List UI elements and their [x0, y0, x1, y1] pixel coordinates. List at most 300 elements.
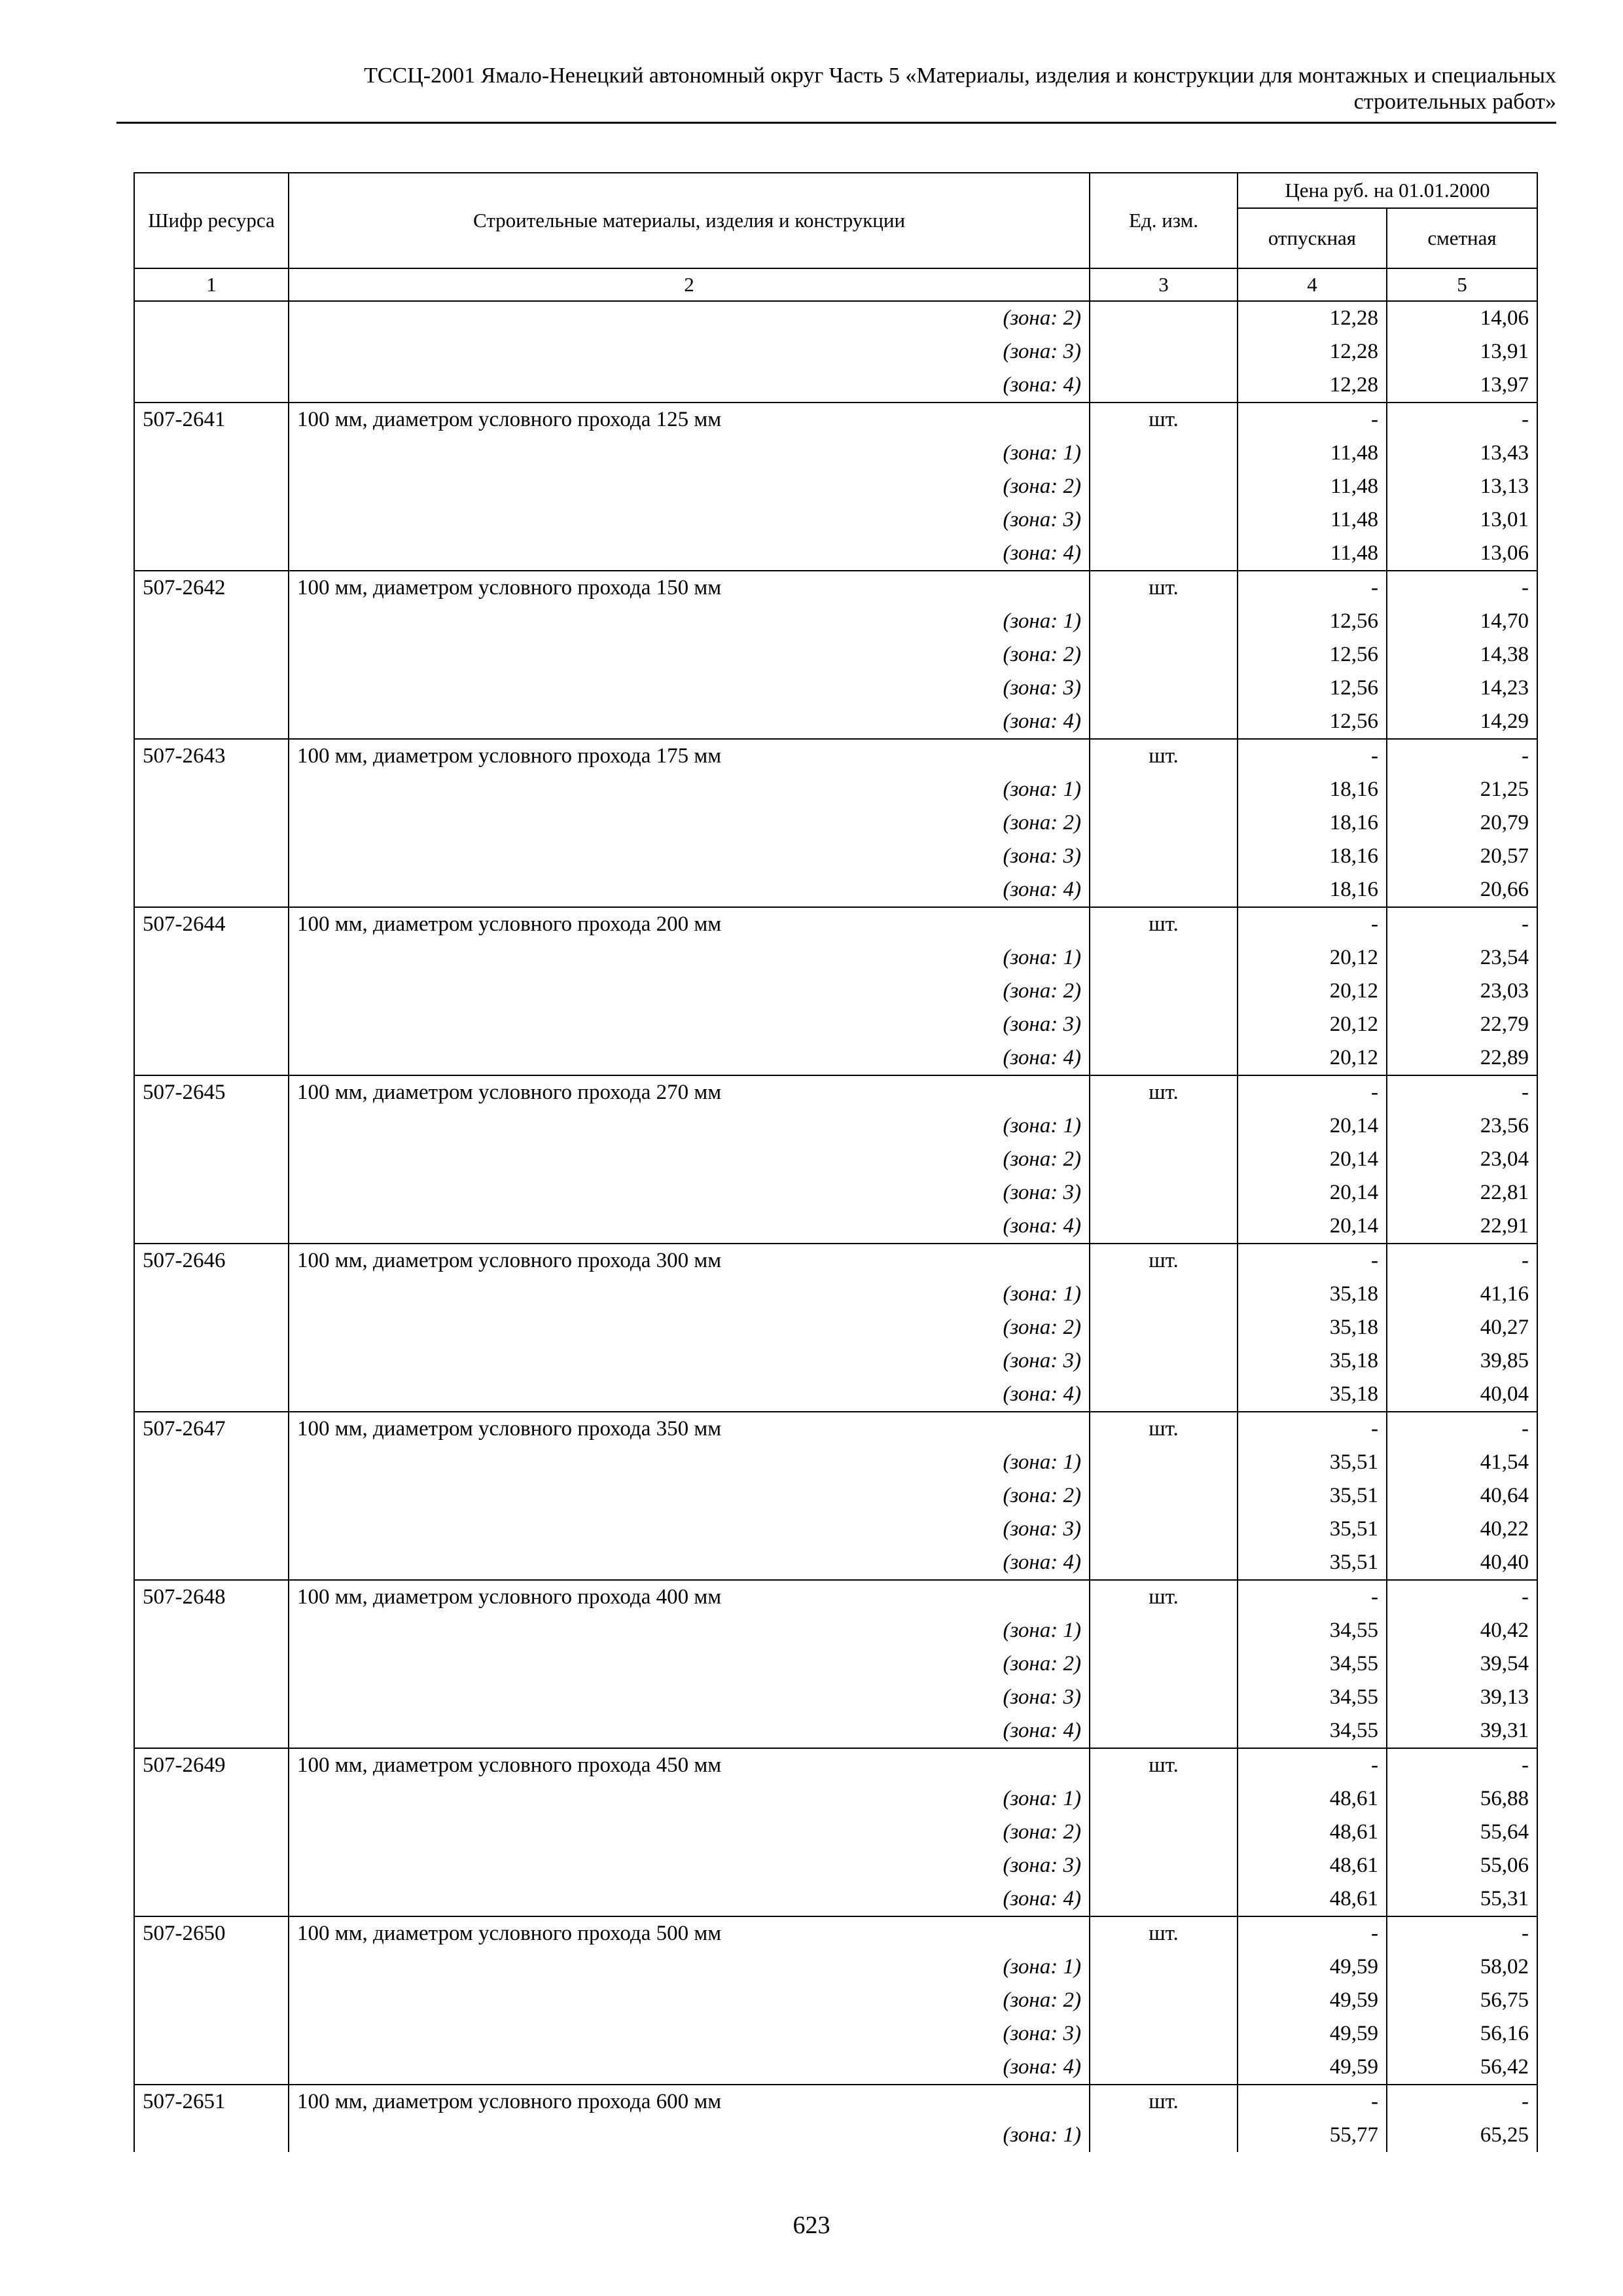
zone-row: [134, 537, 1537, 571]
unit-cell: [1090, 1513, 1238, 1546]
unit-cell: [1090, 672, 1238, 705]
resource-description: 100 мм, диаметром условного прохода 500 мм: [289, 1916, 1090, 1950]
release-price: 35,18: [1238, 1278, 1387, 1311]
unit-cell: [1090, 840, 1238, 873]
zone-row: [134, 1882, 1537, 1916]
zone-row: [134, 1614, 1537, 1647]
zone-row: [134, 1984, 1537, 2017]
resource-code-cell: [134, 2017, 289, 2051]
unit-cell: [1090, 2017, 1238, 2051]
zone-label: (зона: 3): [289, 672, 1090, 705]
zone-label: (зона: 4): [289, 2051, 1090, 2085]
unit-cell: [1090, 1882, 1238, 1916]
estimate-price: -: [1387, 1748, 1537, 1782]
resource-code-cell: [134, 1278, 289, 1311]
unit-of-measure: шт.: [1090, 907, 1238, 941]
zone-label: (зона: 1): [289, 437, 1090, 470]
resource-code-cell: [134, 1446, 289, 1479]
release-price: 20,12: [1238, 975, 1387, 1008]
unit-of-measure: шт.: [1090, 403, 1238, 437]
unit-cell: [1090, 437, 1238, 470]
resource-code-cell: [134, 1647, 289, 1681]
unit-cell: [1090, 2119, 1238, 2152]
col-number: 5: [1387, 268, 1537, 301]
release-price: 20,14: [1238, 1210, 1387, 1244]
unit-cell: [1090, 1479, 1238, 1513]
resource-code-cell: [134, 503, 289, 537]
estimate-price: -: [1387, 571, 1537, 605]
resource-code-cell: [134, 1849, 289, 1882]
zone-row: [134, 1210, 1537, 1244]
zone-label: (зона: 1): [289, 1446, 1090, 1479]
release-price: -: [1238, 1412, 1387, 1446]
resource-code-cell: [134, 873, 289, 907]
unit-of-measure: шт.: [1090, 571, 1238, 605]
unit-cell: [1090, 873, 1238, 907]
zone-label: (зона: 1): [289, 2119, 1090, 2152]
unit-cell: [1090, 941, 1238, 975]
estimate-price: -: [1387, 1075, 1537, 1109]
release-price: 49,59: [1238, 1950, 1387, 1984]
col-number: 4: [1238, 268, 1387, 301]
estimate-price: 40,40: [1387, 1546, 1537, 1580]
zone-label: (зона: 3): [289, 1849, 1090, 1882]
zone-row: [134, 301, 1537, 335]
unit-of-measure: шт.: [1090, 2085, 1238, 2119]
unit-cell: [1090, 470, 1238, 503]
unit-cell: [1090, 1210, 1238, 1244]
zone-row: [134, 1041, 1537, 1075]
estimate-price: 14,70: [1387, 605, 1537, 638]
resource-code: 507-2643: [134, 739, 289, 773]
unit-cell: [1090, 1109, 1238, 1143]
zone-label: (зона: 4): [289, 873, 1090, 907]
zone-row: [134, 605, 1537, 638]
zone-label: (зона: 4): [289, 1714, 1090, 1748]
unit-cell: [1090, 1816, 1238, 1849]
zone-label: (зона: 4): [289, 1210, 1090, 1244]
zone-row: [134, 773, 1537, 806]
resource-code-cell: [134, 638, 289, 672]
resource-code-cell: [134, 1546, 289, 1580]
unit-of-measure: шт.: [1090, 1916, 1238, 1950]
price-table: [134, 172, 1538, 2152]
release-price: 48,61: [1238, 1782, 1387, 1816]
estimate-price: 22,89: [1387, 1041, 1537, 1075]
unit-cell: [1090, 705, 1238, 739]
zone-label: (зона: 4): [289, 1041, 1090, 1075]
estimate-price: 65,25: [1387, 2119, 1537, 2152]
unit-cell: [1090, 773, 1238, 806]
zone-label: (зона: 4): [289, 368, 1090, 403]
resource-row: [134, 2085, 1537, 2119]
zone-label: (зона: 3): [289, 2017, 1090, 2051]
zone-row: [134, 1816, 1537, 1849]
zone-row: [134, 1109, 1537, 1143]
resource-row: [134, 403, 1537, 437]
release-price: 34,55: [1238, 1714, 1387, 1748]
release-price: 12,28: [1238, 335, 1387, 368]
release-price: 49,59: [1238, 2017, 1387, 2051]
unit-of-measure: шт.: [1090, 739, 1238, 773]
resource-code-cell: [134, 2119, 289, 2152]
estimate-price: -: [1387, 1244, 1537, 1278]
release-price: -: [1238, 1075, 1387, 1109]
resource-description: 100 мм, диаметром условного прохода 200 мм: [289, 907, 1090, 941]
estimate-price: 40,22: [1387, 1513, 1537, 1546]
resource-code-cell: [134, 840, 289, 873]
release-price: 49,59: [1238, 2051, 1387, 2085]
estimate-price: -: [1387, 1580, 1537, 1614]
estimate-price: 14,23: [1387, 672, 1537, 705]
resource-code-cell: [134, 975, 289, 1008]
zone-row: [134, 806, 1537, 840]
unit-cell: [1090, 1311, 1238, 1344]
estimate-price: 55,64: [1387, 1816, 1537, 1849]
zone-row: [134, 1950, 1537, 1984]
release-price: 55,77: [1238, 2119, 1387, 2152]
zone-row: [134, 1681, 1537, 1714]
resource-code-cell: [134, 1176, 289, 1210]
col-number: 2: [289, 268, 1090, 301]
resource-code-cell: [134, 1782, 289, 1816]
zone-label: (зона: 4): [289, 537, 1090, 571]
page-number: 623: [793, 2212, 830, 2239]
unit-cell: [1090, 503, 1238, 537]
unit-cell: [1090, 537, 1238, 571]
estimate-price: 39,54: [1387, 1647, 1537, 1681]
estimate-price: 23,56: [1387, 1109, 1537, 1143]
zone-label: (зона: 2): [289, 1479, 1090, 1513]
col-header-materials: Строительные материалы, изделия и конструкции: [289, 173, 1090, 268]
estimate-price: 13,97: [1387, 368, 1537, 403]
release-price: 35,51: [1238, 1446, 1387, 1479]
unit-cell: [1090, 2051, 1238, 2085]
zone-label: (зона: 2): [289, 638, 1090, 672]
zone-row: [134, 672, 1537, 705]
table-body: [134, 301, 1537, 2152]
resource-code-cell: [134, 941, 289, 975]
zone-label: (зона: 2): [289, 1311, 1090, 1344]
col-number: 3: [1090, 268, 1238, 301]
zone-label: (зона: 1): [289, 773, 1090, 806]
unit-cell: [1090, 1714, 1238, 1748]
zone-row: [134, 638, 1537, 672]
release-price: 18,16: [1238, 806, 1387, 840]
estimate-price: 13,91: [1387, 335, 1537, 368]
zone-row: [134, 1546, 1537, 1580]
estimate-price: 13,06: [1387, 537, 1537, 571]
zone-row: [134, 705, 1537, 739]
unit-cell: [1090, 301, 1238, 335]
resource-row: [134, 571, 1537, 605]
estimate-price: 56,75: [1387, 1984, 1537, 2017]
col-number: 1: [134, 268, 289, 301]
table-header: [134, 173, 1537, 301]
unit-of-measure: шт.: [1090, 1412, 1238, 1446]
unit-cell: [1090, 1446, 1238, 1479]
estimate-price: 40,42: [1387, 1614, 1537, 1647]
resource-code-cell: [134, 537, 289, 571]
resource-code-cell: [134, 806, 289, 840]
release-price: -: [1238, 571, 1387, 605]
release-price: -: [1238, 1748, 1387, 1782]
resource-row: [134, 1075, 1537, 1109]
estimate-price: 23,03: [1387, 975, 1537, 1008]
estimate-price: 13,01: [1387, 503, 1537, 537]
estimate-price: -: [1387, 1412, 1537, 1446]
unit-cell: [1090, 1378, 1238, 1412]
release-price: 48,61: [1238, 1882, 1387, 1916]
resource-code: 507-2649: [134, 1748, 289, 1782]
resource-code: 507-2642: [134, 571, 289, 605]
zone-row: [134, 1446, 1537, 1479]
release-price: 34,55: [1238, 1647, 1387, 1681]
resource-description: 100 мм, диаметром условного прохода 125 мм: [289, 403, 1090, 437]
unit-cell: [1090, 1849, 1238, 1882]
release-price: 12,56: [1238, 672, 1387, 705]
page-header: [116, 63, 1556, 115]
zone-row: [134, 470, 1537, 503]
zone-label: (зона: 3): [289, 1513, 1090, 1546]
zone-label: (зона: 1): [289, 1278, 1090, 1311]
unit-cell: [1090, 1546, 1238, 1580]
release-price: 34,55: [1238, 1614, 1387, 1647]
unit-cell: [1090, 806, 1238, 840]
zone-row: [134, 2017, 1537, 2051]
release-price: 12,56: [1238, 705, 1387, 739]
estimate-price: 13,43: [1387, 437, 1537, 470]
zone-row: [134, 503, 1537, 537]
release-price: 20,12: [1238, 941, 1387, 975]
zone-label: (зона: 1): [289, 1782, 1090, 1816]
estimate-price: 14,29: [1387, 705, 1537, 739]
estimate-price: 22,81: [1387, 1176, 1537, 1210]
estimate-price: 39,31: [1387, 1714, 1537, 1748]
zone-label: (зона: 2): [289, 301, 1090, 335]
unit-cell: [1090, 1176, 1238, 1210]
release-price: 35,51: [1238, 1479, 1387, 1513]
resource-code-cell: [134, 1008, 289, 1041]
zone-label: (зона: 2): [289, 975, 1090, 1008]
resource-code: 507-2646: [134, 1244, 289, 1278]
resource-row: [134, 1244, 1537, 1278]
release-price: 12,28: [1238, 301, 1387, 335]
unit-cell: [1090, 1008, 1238, 1041]
resource-code-cell: [134, 1109, 289, 1143]
estimate-price: 40,04: [1387, 1378, 1537, 1412]
release-price: -: [1238, 1244, 1387, 1278]
release-price: 35,51: [1238, 1513, 1387, 1546]
resource-code-cell: [134, 1143, 289, 1176]
release-price: 35,18: [1238, 1311, 1387, 1344]
resource-row: [134, 739, 1537, 773]
release-price: 12,56: [1238, 638, 1387, 672]
resource-row: [134, 1580, 1537, 1614]
zone-label: (зона: 2): [289, 806, 1090, 840]
resource-row: [134, 1748, 1537, 1782]
resource-code-cell: [134, 1041, 289, 1075]
resource-code-cell: [134, 605, 289, 638]
zone-label: (зона: 3): [289, 1681, 1090, 1714]
zone-row: [134, 2119, 1537, 2152]
zone-label: (зона: 1): [289, 1614, 1090, 1647]
estimate-price: 40,27: [1387, 1311, 1537, 1344]
release-price: 48,61: [1238, 1816, 1387, 1849]
unit-of-measure: шт.: [1090, 1244, 1238, 1278]
zone-row: [134, 975, 1537, 1008]
release-price: 49,59: [1238, 1984, 1387, 2017]
estimate-price: -: [1387, 403, 1537, 437]
release-price: 18,16: [1238, 873, 1387, 907]
estimate-price: 40,64: [1387, 1479, 1537, 1513]
estimate-price: 41,54: [1387, 1446, 1537, 1479]
release-price: 12,56: [1238, 605, 1387, 638]
unit-cell: [1090, 605, 1238, 638]
resource-description: 100 мм, диаметром условного прохода 600 мм: [289, 2085, 1090, 2119]
zone-label: (зона: 1): [289, 1109, 1090, 1143]
zone-row: [134, 368, 1537, 403]
estimate-price: 20,79: [1387, 806, 1537, 840]
zone-row: [134, 2051, 1537, 2085]
release-price: -: [1238, 403, 1387, 437]
unit-cell: [1090, 1041, 1238, 1075]
zone-row: [134, 1479, 1537, 1513]
resource-description: 100 мм, диаметром условного прохода 350 мм: [289, 1412, 1090, 1446]
zone-row: [134, 1176, 1537, 1210]
resource-code-cell: [134, 1344, 289, 1378]
zone-label: (зона: 2): [289, 1984, 1090, 2017]
estimate-price: 23,04: [1387, 1143, 1537, 1176]
col-header-unit: Ед. изм.: [1090, 173, 1238, 268]
unit-cell: [1090, 1984, 1238, 2017]
resource-code-cell: [134, 773, 289, 806]
estimate-price: 56,16: [1387, 2017, 1537, 2051]
estimate-price: 22,91: [1387, 1210, 1537, 1244]
zone-row: [134, 335, 1537, 368]
resource-description: 100 мм, диаметром условного прохода 150 мм: [289, 571, 1090, 605]
release-price: 11,48: [1238, 437, 1387, 470]
zone-label: (зона: 2): [289, 1143, 1090, 1176]
estimate-price: 41,16: [1387, 1278, 1537, 1311]
release-price: 20,14: [1238, 1176, 1387, 1210]
zone-label: (зона: 1): [289, 1950, 1090, 1984]
release-price: 35,18: [1238, 1378, 1387, 1412]
zone-label: (зона: 3): [289, 503, 1090, 537]
release-price: -: [1238, 1580, 1387, 1614]
estimate-price: 58,02: [1387, 1950, 1537, 1984]
resource-code: 507-2644: [134, 907, 289, 941]
resource-description: 100 мм, диаметром условного прохода 300 мм: [289, 1244, 1090, 1278]
resource-code: 507-2651: [134, 2085, 289, 2119]
release-price: 11,48: [1238, 537, 1387, 571]
resource-code-cell: [134, 1311, 289, 1344]
zone-label: (зона: 4): [289, 1546, 1090, 1580]
header-rule: [116, 122, 1556, 124]
unit-cell: [1090, 638, 1238, 672]
resource-code: 507-2645: [134, 1075, 289, 1109]
release-price: 18,16: [1238, 773, 1387, 806]
resource-row: [134, 907, 1537, 941]
release-price: -: [1238, 739, 1387, 773]
unit-of-measure: шт.: [1090, 1580, 1238, 1614]
col-header-release: отпускная: [1238, 208, 1387, 268]
estimate-price: 20,57: [1387, 840, 1537, 873]
estimate-price: 23,54: [1387, 941, 1537, 975]
zone-label: (зона: 4): [289, 1882, 1090, 1916]
resource-code-cell: [134, 1816, 289, 1849]
zone-row: [134, 1344, 1537, 1378]
estimate-price: 55,06: [1387, 1849, 1537, 1882]
release-price: 20,14: [1238, 1143, 1387, 1176]
zone-row: [134, 840, 1537, 873]
zone-row: [134, 941, 1537, 975]
unit-cell: [1090, 1614, 1238, 1647]
resource-row: [134, 1916, 1537, 1950]
release-price: 12,28: [1238, 368, 1387, 403]
release-price: 20,12: [1238, 1008, 1387, 1041]
unit-cell: [1090, 1278, 1238, 1311]
zone-label: (зона: 2): [289, 1816, 1090, 1849]
resource-code-cell: [134, 672, 289, 705]
zone-label: (зона: 3): [289, 335, 1090, 368]
estimate-price: 13,13: [1387, 470, 1537, 503]
resource-code-cell: [134, 1984, 289, 2017]
unit-of-measure: шт.: [1090, 1748, 1238, 1782]
resource-code-cell: [134, 301, 289, 335]
resource-code-cell: [134, 1614, 289, 1647]
zone-label: (зона: 3): [289, 840, 1090, 873]
resource-description: 100 мм, диаметром условного прохода 450 мм: [289, 1748, 1090, 1782]
resource-description: 100 мм, диаметром условного прохода 270 мм: [289, 1075, 1090, 1109]
zone-row: [134, 1513, 1537, 1546]
zone-label: (зона: 2): [289, 470, 1090, 503]
release-price: -: [1238, 2085, 1387, 2119]
zone-row: [134, 1782, 1537, 1816]
zone-label: (зона: 1): [289, 941, 1090, 975]
resource-code: 507-2641: [134, 403, 289, 437]
resource-code-cell: [134, 335, 289, 368]
resource-code-cell: [134, 705, 289, 739]
zone-row: [134, 1378, 1537, 1412]
unit-cell: [1090, 1681, 1238, 1714]
zone-row: [134, 437, 1537, 470]
resource-code: 507-2650: [134, 1916, 289, 1950]
unit-cell: [1090, 368, 1238, 403]
resource-code: 507-2647: [134, 1412, 289, 1446]
resource-code-cell: [134, 1714, 289, 1748]
resource-code-cell: [134, 1882, 289, 1916]
release-price: 35,18: [1238, 1344, 1387, 1378]
unit-cell: [1090, 1143, 1238, 1176]
release-price: 20,12: [1238, 1041, 1387, 1075]
resource-code-cell: [134, 2051, 289, 2085]
header-line-2: строительных работ»: [1353, 90, 1556, 114]
release-price: 35,51: [1238, 1546, 1387, 1580]
estimate-price: 14,38: [1387, 638, 1537, 672]
zone-label: (зона: 3): [289, 1344, 1090, 1378]
release-price: 34,55: [1238, 1681, 1387, 1714]
col-header-price-group: Цена руб. на 01.01.2000: [1238, 173, 1537, 208]
resource-code-cell: [134, 1378, 289, 1412]
resource-code-cell: [134, 1513, 289, 1546]
resource-code-cell: [134, 1681, 289, 1714]
zone-row: [134, 1714, 1537, 1748]
resource-code-cell: [134, 1479, 289, 1513]
release-price: -: [1238, 907, 1387, 941]
header-line-1: ТССЦ-2001 Ямало-Ненецкий автономный округ Часть 5 «Материалы, изделия и конструкции для монтажных и специальных: [364, 63, 1556, 88]
zone-row: [134, 1647, 1537, 1681]
